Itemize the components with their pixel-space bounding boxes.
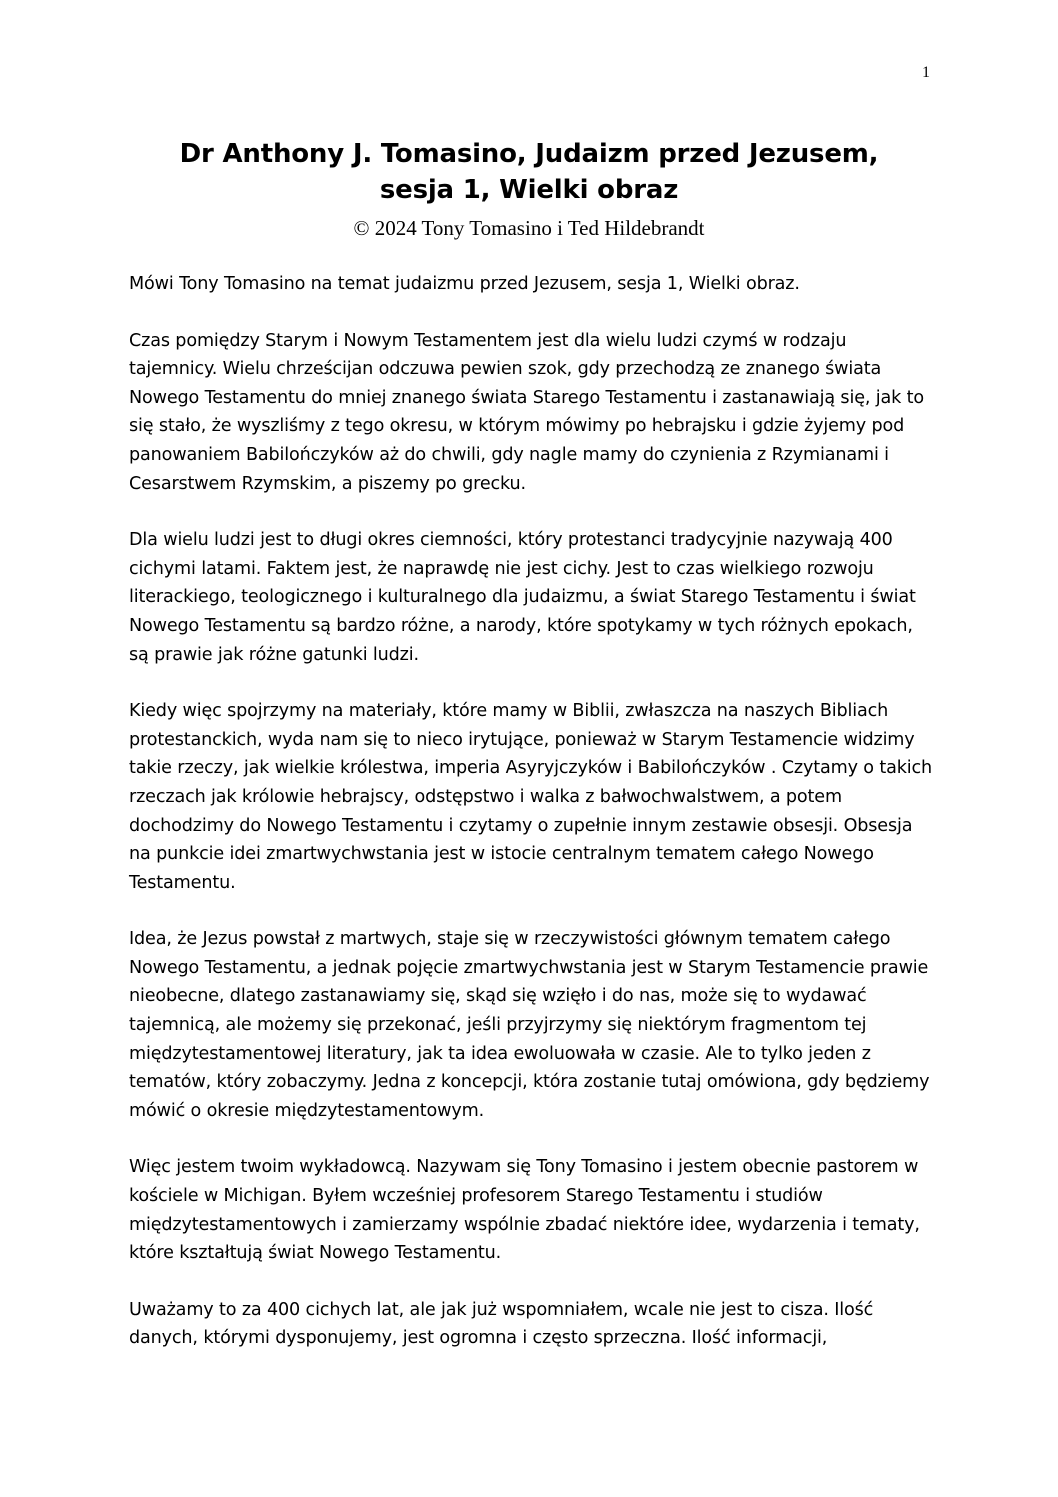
document-body — [129, 270, 934, 1381]
page-number: 1 — [922, 64, 930, 81]
paragraph: Uważamy to za 400 cichych lat, ale jak już wspomniałem, wcale nie jest to cisza. Ilość danych, którymi dysponujemy, jest ogromna i często sprzeczna. Ilość informacji, — [129, 1299, 874, 1349]
document-title — [100, 136, 958, 208]
paragraph-intro: Mówi Tony Tomasino na temat judaizmu przed Jezusem, sesja 1, Wielki obraz. — [129, 274, 800, 294]
paragraph: Kiedy więc spojrzymy na materiały, które mamy w Biblii, zwłaszcza na naszych Bibliach protestanckich, wyda nam się to nieco irytujące, ponieważ w Starym Testamencie widzimy takie rzeczy, jak wielkie królestwa, imperia Asyryjczyków i Babilończyków . Czytamy o takich rzeczach jak królowie hebrajscy, odstępstwo i walka z bałwochwalstwem, a potem dochodzimy do Nowego Testamentu i czytamy o zupełnie innym zestawie obsesji. Obsesja na punkcie idei zmartwychwstania jest w istocie centralnym tematem całego Nowego Testamentu. — [129, 701, 933, 893]
copyright-line: © 2024 Tony Tomasino i Ted Hildebrandt — [353, 216, 705, 240]
paragraph: Więc jestem twoim wykładowcą. Nazywam się Tony Tomasino i jestem obecnie pastorem w kościele w Michigan. Byłem wcześniej profesorem Starego Testamentu i studiów międzytestamentowych i zamierzamy wspólnie zbadać niektóre idee, wydarzenia i tematy, które kształtują świat Nowego Testamentu. — [129, 1157, 920, 1264]
title-line-1: Dr Anthony J. Tomasino, Judaizm przed Jezusem, — [179, 139, 879, 169]
title-line-2: sesja 1, Wielki obraz — [379, 175, 679, 205]
paragraph: Dla wielu ludzi jest to długi okres ciemności, który protestanci tradycyjnie nazywają 400 cichymi latami. Faktem jest, że naprawdę nie jest cichy. Jest to czas wielkiego rozwoju literackiego, teologicznego i kulturalnego dla judaizmu, a świat Starego Testamentu i świat Nowego Testamentu są bardzo różne, a narody, które spotykamy w tych różnych epokach, są prawie jak różne gatunki ludzi. — [129, 530, 916, 665]
paragraph: Czas pomiędzy Starym i Nowym Testamentem jest dla wielu ludzi czymś w rodzaju tajemnicy. Wielu chrześcijan odczuwa pewien szok, gdy przechodzą ze znanego świata Nowego Testamentu do mniej znanego świata Starego Testamentu i zastanawiają się, jak to się stało, że wyszliśmy z tego okresu, w którym mówimy po hebrajsku i gdzie żyjemy pod panowaniem Babilończyków aż do chwili, gdy nagle mamy do czynienia z Rzymianami i Cesarstwem Rzymskim, a piszemy po grecku. — [129, 330, 924, 494]
paragraph: Idea, że Jezus powstał z martwych, staje się w rzeczywistości głównym tematem całego Nowego Testamentu, a jednak pojęcie zmartwychwstania jest w Starym Testamencie prawie nieobecne, dlatego zastanawiamy się, skąd się wzięło i do nas, może się to wydawać tajemnicą, ale możemy się przekonać, jeśli przyjrzymy się niektórym fragmentom tej międzytestamentowej literatury, jak ta idea ewoluowała w czasie. Ale to tylko jeden z tematów, który zobaczymy. Jedna z koncepcji, która zostanie tutaj omówiona, gdy będziemy mówić o okresie międzytestamentowym. — [129, 929, 930, 1121]
